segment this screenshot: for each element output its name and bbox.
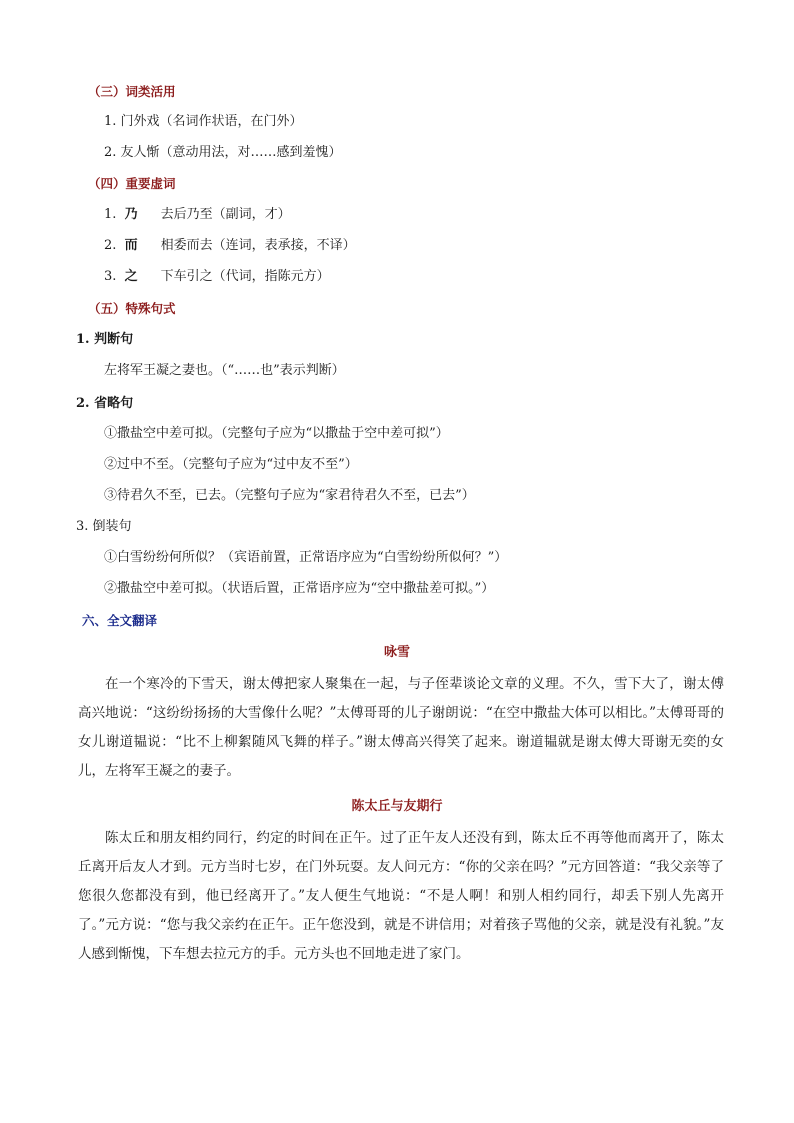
keyword: 之: [124, 269, 138, 284]
list-item: [104, 268, 330, 286]
example-line: 左将军王凝之妻也。（“……也”表示判断）: [104, 363, 345, 378]
subheading-omission: 2. 省略句: [76, 396, 134, 411]
keyword: 而: [124, 238, 138, 253]
poem-title-chentaiqiu: 陈太丘与友期行: [351, 799, 443, 814]
heading-translation: 六、全文翻译: [82, 613, 158, 628]
poem-title-yongxue: 咏雪: [383, 645, 410, 660]
list-item: 1. 门外戏（名词作状语，在门外）: [104, 114, 303, 129]
item-number: 1.: [104, 207, 117, 222]
item-text: 相委而去（连词，表承接，不译）: [160, 238, 356, 253]
example-line: ③待君久不至，已去。（完整句子应为“家君待君久不至，已去”）: [104, 488, 475, 503]
example-line: ②撒盐空中差可拟。（状语后置，正常语序应为“空中撒盐差可拟。”）: [104, 581, 495, 596]
subheading-judgment: 1. 判断句: [76, 332, 134, 347]
keyword: 乃: [124, 207, 138, 222]
item-number: 2.: [104, 238, 117, 253]
subheading-inversion: 3. 倒装句: [76, 519, 132, 534]
example-line: ②过中不至。（完整句子应为“过中友不至”）: [104, 457, 358, 472]
example-line: ①白雪纷纷何所似？（宾语前置，正常语序应为“白雪纷纷所似何？”）: [104, 550, 508, 565]
translation-paragraph-yongxue: 在一个寒冷的下雪天，谢太傅把家人聚集在一起，与子侄辈谈论文章的义理。不久，雪下大了，谢太傅高兴地说：“这纷纷扬扬的大雪像什么呢？”太傅哥哥的儿子谢朗说：“在空中撒盐大体可以相比。”太傅哥哥的女儿谢道韫说：“比不上柳絮随风飞舞的样子。”谢太傅高兴得笑了起来。谢道韫就是谢太傅大哥谢无奕的女儿，左将军王凝之的妻子。: [78, 676, 724, 779]
list-item: [104, 206, 291, 224]
example-line: ①撒盐空中差可拟。（完整句子应为“以撒盐于空中差可拟”）: [104, 426, 449, 441]
item-text: 去后乃至（副词，才）: [160, 207, 291, 222]
translation-paragraph-chentaiqiu: 陈太丘和朋友相约同行，约定的时间在正午。过了正午友人还没有到，陈太丘不再等他而离开了，陈太丘离开后友人才到。元方当时七岁，在门外玩耍。友人问元方：“你的父亲在吗？”元方回答道：“我父亲等了您很久您都没有到，他已经离开了。”友人便生气地说：“不是人啊！和别人相约同行，却丢下别人先离开了。”元方说：“您与我父亲约在正午。正午您没到，就是不讲信用；对着孩子骂他的父亲，就是没有礼貌。”友人感到惭愧，下车想去拉元方的手。元方头也不回地走进了家门。: [78, 830, 724, 962]
heading-function-words: （四）重要虚词: [88, 176, 176, 191]
item-number: 3.: [104, 269, 117, 284]
heading-word-class-usage: （三）词类活用: [88, 84, 176, 99]
list-item: 2. 友人惭（意动用法，对……感到羞愧）: [104, 145, 342, 160]
item-text: 下车引之（代词，指陈元方）: [160, 269, 330, 284]
heading-special-sentences: （五）特殊句式: [88, 301, 176, 316]
list-item: [104, 237, 356, 255]
